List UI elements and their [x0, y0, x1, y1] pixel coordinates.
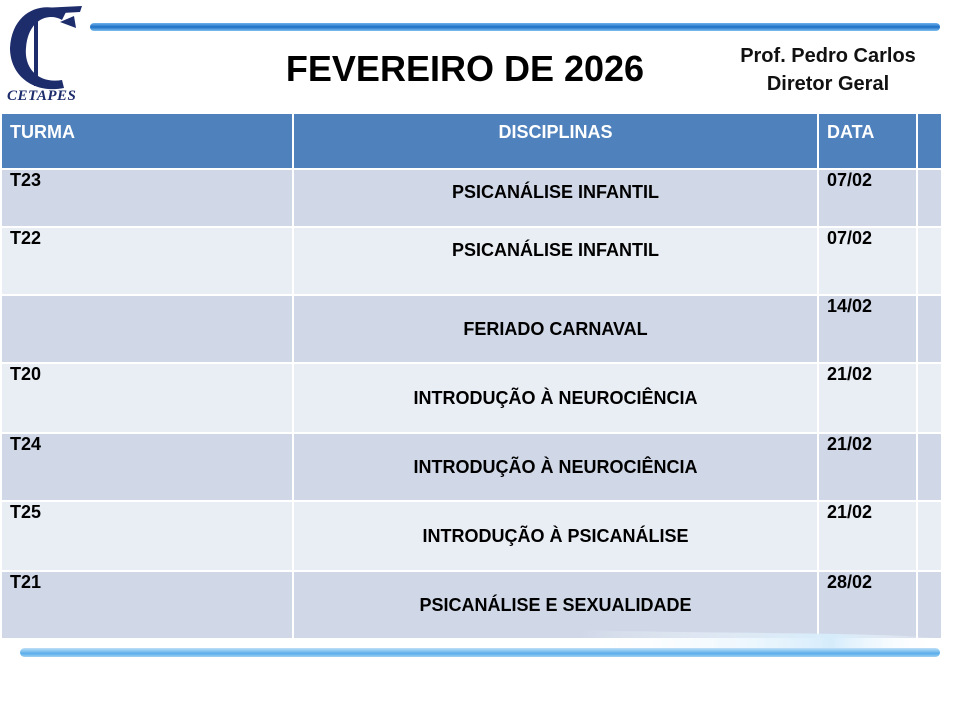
extra-cell — [917, 295, 942, 363]
disciplina-cell: PSICANÁLISE E SEXUALIDADE — [293, 571, 818, 639]
disciplina-cell: INTRODUÇÃO À NEUROCIÊNCIA — [293, 433, 818, 501]
header-data: DATA — [818, 113, 917, 169]
turma-cell — [1, 295, 293, 363]
director-block — [718, 42, 938, 98]
data-cell: 21/02 — [818, 501, 917, 571]
table-header-row — [1, 113, 942, 169]
turma-cell: T22 — [1, 227, 293, 295]
data-cell: 28/02 — [818, 571, 917, 639]
disciplina-cell: INTRODUÇÃO À PSICANÁLISE — [293, 501, 818, 571]
page-title: FEVEREIRO DE 2026 — [285, 48, 645, 89]
extra-cell — [917, 501, 942, 571]
data-cell: 14/02 — [818, 295, 917, 363]
turma-cell: T24 — [1, 433, 293, 501]
data-cell: 07/02 — [818, 169, 917, 227]
extra-cell — [917, 363, 942, 433]
header-disciplinas: DISCIPLINAS — [293, 113, 818, 169]
turma-cell: T25 — [1, 501, 293, 571]
turma-cell: T21 — [1, 571, 293, 639]
top-decorative-bar — [90, 20, 940, 34]
bottom-decorative-bar — [20, 628, 940, 662]
table-row — [1, 295, 942, 363]
schedule-table — [0, 112, 943, 640]
turma-cell: T20 — [1, 363, 293, 433]
extra-cell — [917, 227, 942, 295]
disciplina-cell: PSICANÁLISE INFANTIL — [293, 227, 818, 295]
header-extra — [917, 113, 942, 169]
extra-cell — [917, 169, 942, 227]
disciplina-cell: PSICANÁLISE INFANTIL — [293, 169, 818, 227]
data-cell: 21/02 — [818, 433, 917, 501]
data-cell: 21/02 — [818, 363, 917, 433]
extra-cell — [917, 433, 942, 501]
disciplina-cell: INTRODUÇÃO À NEUROCIÊNCIA — [293, 363, 818, 433]
director-role: Diretor Geral — [766, 73, 890, 95]
data-cell: 07/02 — [818, 227, 917, 295]
logo-wordmark: CETAPES — [7, 88, 77, 104]
table-row — [1, 363, 942, 433]
table-row — [1, 501, 942, 571]
table-row — [1, 169, 942, 227]
disciplina-cell: FERIADO CARNAVAL — [293, 295, 818, 363]
header-turma: TURMA — [1, 113, 293, 169]
turma-cell: T23 — [1, 169, 293, 227]
table-row — [1, 433, 942, 501]
director-name: Prof. Pedro Carlos — [740, 45, 916, 67]
table-row — [1, 227, 942, 295]
